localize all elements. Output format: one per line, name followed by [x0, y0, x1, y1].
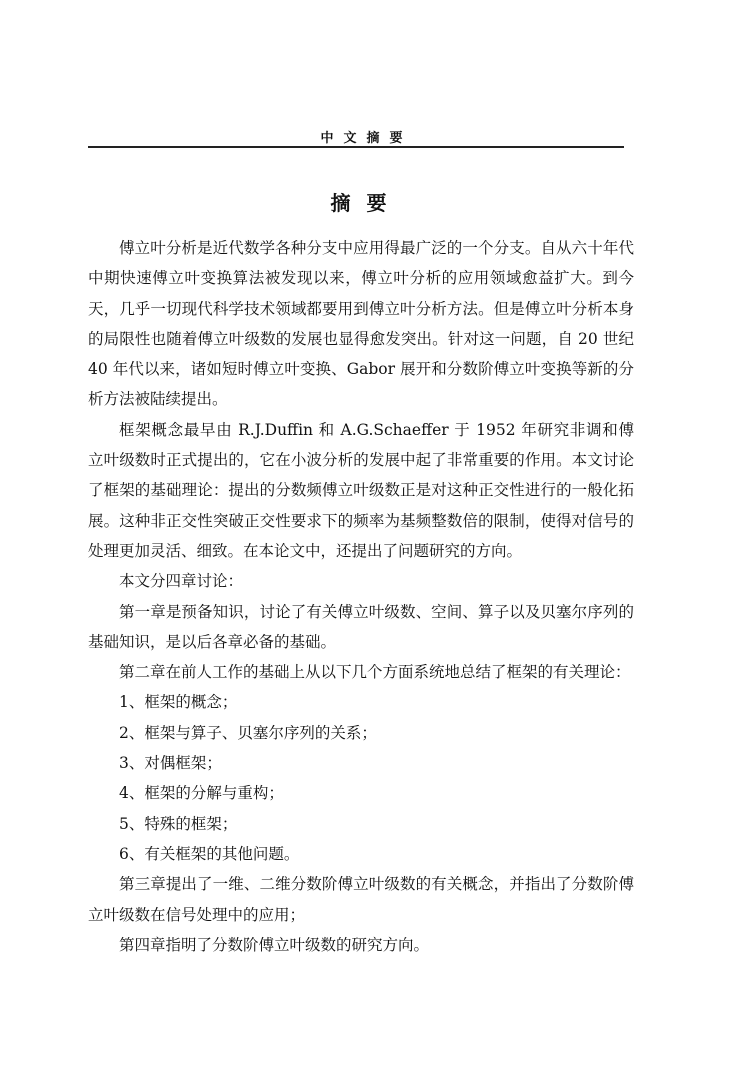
abstract-body	[88, 233, 634, 960]
header-rule	[88, 146, 624, 148]
paragraph-chapter-one: 第一章是预备知识，讨论了有关傅立叶级数、空间、算子以及贝塞尔序列的基础知识，是以后各章必备的基础。	[88, 602, 634, 651]
paragraph-chapter-two: 第二章在前人工作的基础上从以下几个方面系统地总结了框架的有关理论：	[119, 663, 631, 682]
paragraph-chapters: 本文分四章讨论：	[119, 572, 244, 591]
paragraph-chapter-four: 第四章指明了分数阶傅立叶级数的研究方向。	[119, 935, 430, 954]
page-title: 摘要	[330, 191, 403, 215]
paragraph-frames: 框架概念最早由 R.J.Duffin 和 A.G.Schaeffer 于 1952 年研究非调和傅立叶级数时正式提出的，它在小波分析的发展中起了非常重要的作用。本文讨论了框架的基础理论：提出的分数频傅立叶级数正是对这种正交性进行的一般化拓展。这种非正交性突破正交性要求下的频率为基频整数倍的限制，使得对信号的处理更加灵活、细致。在本论文中，还提出了问题研究的方向。	[88, 420, 634, 560]
paragraph-chapter-three: 第三章提出了一维、二维分数阶傅立叶级数的有关概念，并指出了分数阶傅立叶级数在信号处理中的应用；	[88, 875, 634, 924]
list-item: 1、框架的概念；	[119, 693, 238, 712]
list-item: 4、框架的分解与重构；	[119, 784, 284, 803]
list-item: 6、有关框架的其他问题。	[119, 844, 300, 863]
running-header: 中文摘要	[320, 131, 413, 146]
paragraph-intro: 傅立叶分析是近代数学各种分支中应用得最广泛的一个分支。自从六十年代中期快速傅立叶变换算法被发现以来，傅立叶分析的应用领域愈益扩大。到今天，几乎一切现代科学技术领域都要用到傅立叶分析方法。但是傅立叶分析本身的局限性也随着傅立叶级数的发展也显得愈发突出。针对这一问题，自 20 世纪 40 年代以来，诸如短时傅立叶变换、Gabor 展开和分数阶傅立叶变换等新的分析方法被陆续提出。	[88, 239, 634, 409]
list-item: 3、对偶框架；	[119, 754, 222, 773]
list-item: 5、特殊的框架；	[119, 814, 238, 833]
list-item: 2、框架与算子、贝塞尔序列的关系；	[119, 723, 377, 742]
